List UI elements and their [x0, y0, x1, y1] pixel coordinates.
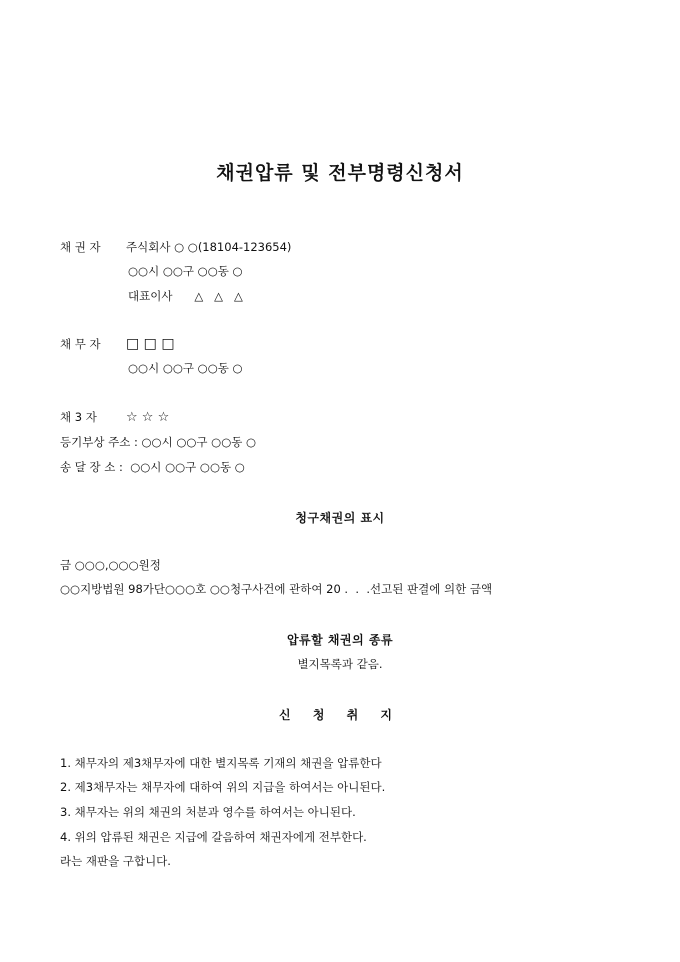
purpose-item: 1. 채무자의 제3채무자에 대한 별지목록 기재의 채권을 압류한다	[60, 756, 382, 770]
claim-basis: ○○지방법원 98가단○○○호 ○○청구사건에 관하여 20 . . .선고된 판결에 의한 금액	[60, 582, 493, 596]
third-party-line	[60, 410, 169, 425]
third-party-registered-address: 등기부상 주소 : ○○시 ○○구 ○○동 ○	[60, 435, 257, 449]
creditor-label: 채 권 자	[60, 240, 101, 254]
purpose-item: 3. 채무자는 위의 채권의 처분과 영수를 하여서는 아니된다.	[60, 805, 356, 819]
creditor-representative: 대표이사 △ △ △	[128, 289, 243, 303]
third-party-service-address: 송 달 장 소 : ○○시 ○○구 ○○동 ○	[60, 460, 245, 474]
third-party-label: 채 3 자	[60, 410, 97, 424]
purpose-item: 4. 위의 압류된 채권은 지급에 갈음하여 채권자에게 전부한다.	[60, 830, 367, 844]
third-party-name: ☆ ☆ ☆	[126, 410, 170, 425]
debtor-name: □ □ □	[126, 336, 175, 352]
document-title: 채권압류 및 전부명령신청서	[216, 162, 464, 184]
debtor-line	[60, 337, 175, 351]
creditor-name: 주식회사 ○ ○(18104-123654)	[126, 240, 292, 254]
creditor-line	[60, 240, 291, 254]
claim-heading: 청구채권의 표시	[295, 511, 385, 525]
seized-heading: 압류할 채권의 종류	[286, 633, 394, 647]
purpose-closing: 라는 재판을 구합니다.	[60, 854, 171, 868]
purpose-heading: 신 청 취 지	[279, 708, 401, 722]
debtor-label: 채 무 자	[60, 337, 101, 351]
purpose-item: 2. 제3채무자는 채무자에 대하여 위의 지급을 하여서는 아니된다.	[60, 780, 386, 794]
creditor-address: ○○시 ○○구 ○○동 ○	[128, 264, 243, 278]
debtor-address: ○○시 ○○구 ○○동 ○	[128, 361, 243, 375]
seized-text: 별지목록과 같음.	[297, 657, 383, 671]
claim-amount: 금 ○○○,○○○원정	[60, 558, 161, 572]
